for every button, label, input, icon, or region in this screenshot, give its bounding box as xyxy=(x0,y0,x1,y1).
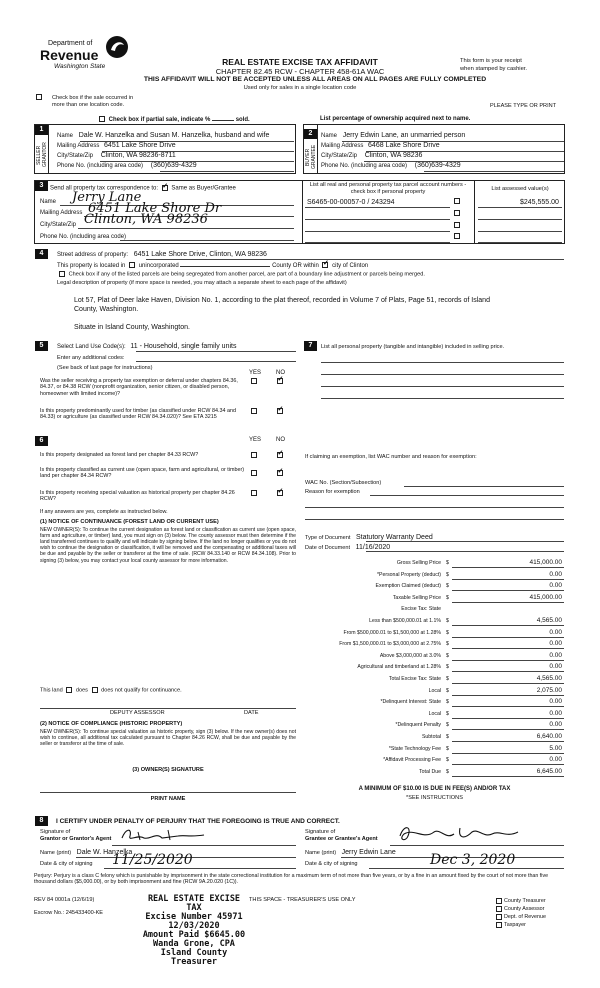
calc-row-currency: $ xyxy=(446,653,449,659)
calc-row-label: From $1,500,000.01 to $3,000,000 at 2.75% xyxy=(339,641,441,647)
personal-property-label: List all personal property (tangible and intangible) included in selling price. xyxy=(321,344,505,350)
calc-row-currency: $ xyxy=(446,676,449,682)
continuance-title: (1) NOTICE OF CONTINUANCE (FOREST LAND OR CURRENT USE) xyxy=(40,519,219,525)
calc-row-label: Excise Tax: State xyxy=(401,606,441,612)
calc-row-label: Local xyxy=(428,688,441,694)
buyer-phone-value[interactable]: (360)639-4329 xyxy=(414,162,461,169)
section-6-number: 6 xyxy=(35,436,48,446)
buyer-name-row xyxy=(321,132,465,140)
sec6-q2-no-checkbox[interactable] xyxy=(277,470,283,476)
calc-row-amount[interactable]: 415,000.00 xyxy=(529,559,562,566)
sec5-no-header: NO xyxy=(276,370,285,376)
receipt-note-2: when stamped by cashier. xyxy=(460,66,528,72)
segregated-checkbox[interactable] xyxy=(59,271,65,277)
sec6-question-1: Is this property designated as forest land per chapter 84.33 RCW? xyxy=(40,452,199,458)
see-instructions-note: *SEE INSTRUCTIONS xyxy=(406,795,463,801)
seller-city-row xyxy=(57,152,176,160)
copy-treasurer-label: County Treasurer xyxy=(504,898,546,904)
seller-name-row xyxy=(57,132,295,140)
calc-row-amount[interactable]: 415,000.00 xyxy=(529,594,562,601)
calc-row-label: *State Technology Fee xyxy=(388,746,441,752)
stamp-line-1: REAL ESTATE EXCISE TAX xyxy=(147,894,241,913)
single-location-note: Used only for sales in a single location code xyxy=(243,85,357,91)
calc-row-underline xyxy=(452,660,564,661)
does-not-qualify-checkbox[interactable] xyxy=(92,687,98,693)
wac-label: WAC No. (Section/Subsection) xyxy=(305,480,382,486)
copy-assessor-label: County Assessor xyxy=(504,906,545,912)
sec5-q1-yes-checkbox[interactable] xyxy=(251,378,257,384)
seller-name-value[interactable]: Dale W. Hanzelka and Susan M. Hanzelka, husband and wife xyxy=(78,132,270,139)
land-use-value[interactable]: 11 - Household, single family units xyxy=(130,343,237,350)
calc-row-amount[interactable]: 0.00 xyxy=(549,571,562,578)
same-as-buyer-checkbox[interactable] xyxy=(162,185,168,191)
multi-location-label-2: more than one location code. xyxy=(52,102,125,108)
sec3-phone-label: Phone No. (including area code) xyxy=(40,234,127,240)
buyer-name-label: Name xyxy=(321,133,338,139)
sec3-city-label: City/State/Zip xyxy=(40,222,77,228)
section-1-number: 1 xyxy=(35,125,48,135)
sec5-q1-no-checkbox[interactable] xyxy=(277,378,283,384)
unincorporated-checkbox[interactable] xyxy=(129,262,135,268)
street-address-value[interactable]: 6451 Lake Shore Drive, Clinton, WA 98236 xyxy=(133,251,267,258)
calc-row-amount[interactable]: 0.00 xyxy=(549,710,562,717)
calc-row-label: Agricultural and timberland at 1.28% xyxy=(357,664,441,670)
certify-statement: I CERTIFY UNDER PENALTY OF PERJURY THAT THE FOREGOING IS TRUE AND CORRECT. xyxy=(56,818,340,825)
section-3-number: 3 xyxy=(35,181,48,191)
calc-row-currency: $ xyxy=(446,734,449,740)
calc-row-currency: $ xyxy=(446,583,449,589)
segregated-row xyxy=(57,271,425,278)
ownership-note: List percentage of ownership acquired next to name. xyxy=(320,116,471,122)
stamp-line-2: Excise Number 45971 xyxy=(145,912,243,922)
calc-row-underline xyxy=(452,637,564,638)
compliance-title: (2) NOTICE OF COMPLIANCE (HISTORIC PROPERTY) xyxy=(40,721,183,727)
additional-codes-label: Enter any additional codes: xyxy=(57,355,125,361)
doc-type-label: Type of Document xyxy=(305,535,351,541)
legal-description-line-1[interactable]: Lot 57, Plat of Deer lake Haven, Division No. 1, according to the plat thereof, recorded in Volume 7 of Plats, Page 51, records of Island xyxy=(74,297,490,304)
multi-location-label-1: Check box if the sale occurred in xyxy=(52,95,134,101)
calc-row-underline xyxy=(452,567,564,568)
form-revision: REV 84 0001a (12/6/19) xyxy=(34,897,95,903)
buyer-address-label: Mailing Address xyxy=(321,143,364,149)
parcel-number-1[interactable]: S6465-00-00057-0 / 243294 xyxy=(307,199,395,206)
calc-row-currency: $ xyxy=(446,711,449,717)
calc-row-amount[interactable]: 4,565.00 xyxy=(536,617,562,624)
treasurer-use-only: THIS SPACE - TREASURER'S USE ONLY xyxy=(249,897,356,903)
section-8-number: 8 xyxy=(35,816,48,826)
calc-row-currency: $ xyxy=(446,688,449,694)
sec5-q2-yes-checkbox[interactable] xyxy=(251,408,257,414)
parcel-2-personal-checkbox[interactable] xyxy=(454,210,460,216)
does-label: does xyxy=(75,687,88,694)
copy-distribution xyxy=(494,897,546,929)
buyer-address-value[interactable]: 6468 Lake Shore Drive xyxy=(368,142,440,149)
buyer-city-label: City/State/Zip xyxy=(321,153,358,159)
calc-row-label: Subtotal xyxy=(421,734,441,740)
calc-row-currency: $ xyxy=(446,641,449,647)
copy-dor-label: Dept. of Revenue xyxy=(504,914,546,920)
sec3-name-label: Name xyxy=(40,199,57,205)
copy-treasurer-checkbox[interactable] xyxy=(496,898,502,904)
calc-row-amount[interactable]: 4,565.00 xyxy=(536,675,562,682)
section-5-number: 5 xyxy=(35,341,48,351)
calc-row-currency: $ xyxy=(446,746,449,752)
grantor-sig-label-1: Signature of xyxy=(40,829,71,835)
partial-sale-row xyxy=(97,115,250,124)
calc-row-underline xyxy=(452,625,564,626)
form-title: REAL ESTATE EXCISE TAX AFFIDAVIT xyxy=(222,57,378,67)
land-use-label: Select Land Use Code(s): xyxy=(57,344,126,350)
grantee-name-value[interactable]: Jerry Edwin Lane xyxy=(341,849,396,856)
sec3-name-handwritten[interactable]: Jerry Lane xyxy=(72,190,142,205)
dept-line3: Washington State xyxy=(54,63,106,70)
calc-row-currency: $ xyxy=(446,560,449,566)
buyer-city-row xyxy=(321,152,422,160)
calc-row-currency: $ xyxy=(446,699,449,705)
deputy-assessor-label: DEPUTY ASSESSOR xyxy=(110,710,165,716)
legal-description-line-3[interactable]: Situate in Island County, Washington. xyxy=(74,324,190,331)
dept-line1: Department of xyxy=(48,40,93,47)
receipt-note-1: This form is your receipt xyxy=(460,58,522,64)
calc-row-label: *Personal Property (deduct) xyxy=(376,572,441,578)
form-warning: THIS AFFIDAVIT WILL NOT BE ACCEPTED UNLESS ALL AREAS ON ALL PAGES ARE FULLY COMPLETED xyxy=(143,76,487,83)
grantee-signature[interactable] xyxy=(394,822,524,846)
seller-phone-row xyxy=(57,162,197,170)
calc-row-label: Taxable Selling Price xyxy=(392,595,441,601)
grantor-name-value[interactable]: Dale W. Hanzelka xyxy=(76,849,133,856)
buyer-city-value[interactable]: Clinton, WA 98236 xyxy=(364,152,423,159)
dor-logo xyxy=(40,36,140,76)
calc-row-currency: $ xyxy=(446,769,449,775)
parcel-4-personal-checkbox[interactable] xyxy=(454,233,460,239)
buyer-name-value[interactable]: Jerry Edwin Lane, an unmarried person xyxy=(342,132,466,139)
copy-assessor-checkbox[interactable] xyxy=(496,906,502,912)
legal-description-label: Legal description of property (if more space is needed, you may attach a separate sheet to each page of the affidavit) xyxy=(57,280,347,286)
sec6-if-yes: If any answers are yes, complete as instructed below. xyxy=(40,509,168,515)
calc-row-label: *Affidavit Processing Fee xyxy=(383,757,441,763)
grantor-date-handwritten[interactable]: 11/25/2020 xyxy=(112,852,193,868)
treasurer-stamp xyxy=(138,895,250,967)
sec3-address-handwritten[interactable]: 6451 Lake Shore Dr xyxy=(88,201,222,216)
buyer-address-row xyxy=(321,142,440,150)
sec6-no-header: NO xyxy=(276,437,285,443)
sec3-address-label: Mailing Address xyxy=(40,210,83,216)
parcel-3-personal-checkbox[interactable] xyxy=(454,222,460,228)
assessed-header: List assessed value(s) xyxy=(491,186,549,192)
calc-row-currency: $ xyxy=(446,757,449,763)
calc-row-amount[interactable]: 0.00 xyxy=(549,663,562,670)
calc-row-amount[interactable]: 6,640.00 xyxy=(536,733,562,740)
see-back-label: (See back of last page for instructions) xyxy=(57,365,153,371)
county-or-label: County OR within xyxy=(272,263,319,269)
buyer-phone-row xyxy=(321,162,461,170)
reason-label: Reason for exemption xyxy=(305,489,360,495)
calc-row-amount[interactable]: 0.00 xyxy=(549,640,562,647)
calc-row-amount[interactable]: 2,075.00 xyxy=(536,687,562,694)
seller-city-label: City/State/Zip xyxy=(57,153,94,159)
calc-row-currency: $ xyxy=(446,630,449,636)
buyer-side-label: BUYER GRANTEE xyxy=(305,144,317,170)
grantor-sig-label-2: Grantor or Grantor's Agent xyxy=(40,836,112,842)
grantee-sig-label-1: Signature of xyxy=(305,829,336,835)
owner-signature-label: (3) OWNER(S) SIGNATURE xyxy=(132,767,204,773)
grantor-date-label: Date & city of signing xyxy=(40,861,93,867)
section-2-number: 2 xyxy=(304,129,317,139)
calc-row-underline xyxy=(452,741,564,742)
street-address-label: Street address of property: xyxy=(57,252,129,258)
calc-row-label: Exemption Claimed (deduct) xyxy=(375,583,441,589)
calc-row-amount[interactable]: 0.00 xyxy=(549,582,562,589)
print-name-label: PRINT NAME xyxy=(150,796,186,802)
sec6-q2-yes-checkbox[interactable] xyxy=(251,470,257,476)
dor-swirl-icon xyxy=(104,34,130,60)
seller-city-value[interactable]: Clinton, WA 98236-8711 xyxy=(100,152,176,159)
calc-row-underline xyxy=(452,718,564,719)
stamp-line-4: Amount Paid $6645.00 xyxy=(142,930,246,940)
legal-description-line-2[interactable]: County, Washington. xyxy=(74,306,139,313)
calc-row-label: Local xyxy=(428,711,441,717)
partial-sale-checkbox[interactable] xyxy=(99,116,105,122)
assessed-value-1[interactable]: $245,555.00 xyxy=(520,199,559,206)
stamp-line-6: Island County Treasurer xyxy=(160,948,228,967)
sec5-yes-header: YES xyxy=(249,370,262,376)
escrow-number: Escrow No.: 245433400-KE xyxy=(34,910,104,916)
send-to-label: Send all property tax correspondence to: xyxy=(50,185,159,192)
calc-row-underline xyxy=(452,764,564,765)
calc-row-currency: $ xyxy=(446,595,449,601)
sec6-q3-yes-checkbox[interactable] xyxy=(251,490,257,496)
calc-row-underline xyxy=(452,671,564,672)
sec6-q1-no-checkbox[interactable] xyxy=(277,452,283,458)
sec5-question-2: Is this property predominantly used for timber (as classified under RCW 84.34 and 84.33) or agriculture (as classified under RCW 84.34.020)? See ETA 3215 xyxy=(40,408,236,421)
sec6-yes-header: YES xyxy=(249,437,262,443)
parcel-1-personal-checkbox[interactable] xyxy=(454,198,460,204)
calc-row-underline xyxy=(452,683,564,684)
grantor-signature[interactable] xyxy=(118,826,208,844)
seller-address-row xyxy=(57,142,176,150)
calc-row-amount[interactable]: 0.00 xyxy=(549,756,562,763)
continuance-text: NEW OWNER(S): To continue the current designation as forest land or classification as current use (open space, farm and agriculture, or timber) land, you must sign on (3) below. The county assessor must then determine if the land transferred continues to qualify and will indicate by signing below. If the land no longer qualifies or you do not wish to continue the designation or classification, it will be removed and the compensating or additional taxes will be due and payable by the seller or transferor at the time of sale. (RCW 84.33.140 or RCW 84.34.108). Prior to signing (3) below, you may contact your local county assessor for more information. xyxy=(40,527,296,564)
property-location-row xyxy=(57,261,368,270)
sec6-q3-no-checkbox[interactable] xyxy=(277,490,283,496)
sec3-city-handwritten[interactable]: Clinton, WA 98236 xyxy=(84,212,208,227)
copy-taxpayer-checkbox[interactable] xyxy=(496,922,502,928)
unincorporated-label: unincorporated xyxy=(138,263,179,269)
grantee-date-label: Date & city of signing xyxy=(305,861,358,867)
seller-address-value[interactable]: 6451 Lake Shore Drive xyxy=(104,142,176,149)
seller-address-label: Mailing Address xyxy=(57,143,100,149)
calc-row-amount[interactable]: 6,645.00 xyxy=(536,768,562,775)
please-type-note: PLEASE TYPE OR PRINT xyxy=(490,103,557,109)
does-not-label: does not qualify for continuance. xyxy=(101,687,182,694)
calc-row-underline xyxy=(452,776,564,777)
doc-date-value[interactable]: 11/16/2020 xyxy=(355,544,391,551)
minimum-due-note: A MINIMUM OF $10.00 IS DUE IN FEE(S) AND/OR TAX xyxy=(358,786,511,792)
section-7-number: 7 xyxy=(304,341,317,351)
calc-row-amount[interactable]: 5.00 xyxy=(549,745,562,752)
sec6-q1-yes-checkbox[interactable] xyxy=(251,452,257,458)
calc-row-label: *Delinquent Penalty xyxy=(395,722,441,728)
compliance-text: NEW OWNER(S): To continue special valuation as historic property, sign (3) below. If the new owner(s) does not wish to continue, all additional tax calculated pursuant to Chapter 84.26 RCW, shall be due and payable by the seller or transferor at the time of sale. xyxy=(40,729,296,748)
segregated-label: Check box if any of the listed parcels are being segregated from another parcel, are part of a boundary line adjustment or parcels being merged. xyxy=(68,271,425,278)
calc-row-currency: $ xyxy=(446,572,449,578)
seller-phone-value[interactable]: (360)639-4329 xyxy=(150,162,197,169)
grantee-sig-label-2: Grantee or Grantee's Agent xyxy=(305,836,378,842)
sec5-question-1: Was the seller receiving a property tax exemption or deferral under chapters 84.36, 84.37, or 84.38 RCW (nonprofit organization, senior citizen, or disabled person, homeowner with limited income)? xyxy=(40,378,238,397)
grantee-date-handwritten[interactable]: Dec 3, 2020 xyxy=(430,852,516,868)
sec6-question-3: Is this property receiving special valuation as historical property per chapter 84.26 RCW? xyxy=(40,490,235,503)
grantor-name-label: Name (print) xyxy=(40,850,72,856)
located-label: This property is located in xyxy=(57,263,126,269)
calc-row-underline xyxy=(452,706,564,707)
form-chapter: CHAPTER 82.45 RCW - CHAPTER 458-61A WAC xyxy=(215,67,385,76)
seller-name-label: Name xyxy=(57,133,74,139)
parcels-header: List all real and personal property tax parcel account numbers - check box if personal property xyxy=(309,182,467,195)
calc-row-label: Above $3,000,000 at 3.0% xyxy=(379,653,441,659)
doc-type-value[interactable]: Statutory Warranty Deed xyxy=(355,534,433,541)
sec5-q2-no-checkbox[interactable] xyxy=(277,408,283,414)
calc-row-amount[interactable]: 0.00 xyxy=(549,629,562,636)
calc-row-label: Less than $500,000.01 at 1.1% xyxy=(369,618,441,624)
calc-row-label: Total Due xyxy=(419,769,441,775)
seller-phone-label: Phone No. (including area code) xyxy=(57,163,144,169)
partial-sale-label: Check box if partial sale, indicate % xyxy=(108,117,211,123)
calc-row-underline xyxy=(452,695,564,696)
calc-row-label: From $500,000.01 to $1,500,000 at 1.28% xyxy=(343,630,441,636)
qualify-label: This land xyxy=(40,687,63,694)
calc-row-amount[interactable]: 0.00 xyxy=(549,698,562,705)
calc-row-underline xyxy=(452,590,564,591)
calc-row-label: Total Excise Tax: State xyxy=(388,676,441,682)
partial-sale-sold: sold. xyxy=(235,117,250,123)
calc-row-label: *Delinquent Interest: State xyxy=(380,699,441,705)
calc-row-currency: $ xyxy=(446,618,449,624)
calc-row-currency: $ xyxy=(446,722,449,728)
multi-location-checkbox[interactable] xyxy=(34,94,44,102)
calc-row-amount[interactable]: 0.00 xyxy=(549,721,562,728)
dept-line2: Revenue xyxy=(40,47,99,63)
calc-row-underline xyxy=(452,729,564,730)
calc-row-underline xyxy=(452,648,564,649)
city-of-label: city of Clinton xyxy=(332,263,369,269)
grantee-name-label: Name (print) xyxy=(305,850,337,856)
copy-dor-checkbox[interactable] xyxy=(496,914,502,920)
calc-row-underline xyxy=(452,602,564,603)
qualify-row xyxy=(40,687,182,694)
city-of-checkbox[interactable] xyxy=(322,262,328,268)
doc-date-label: Date of Document xyxy=(305,545,351,551)
buyer-phone-label: Phone No. (including area code) xyxy=(321,163,408,169)
stamp-line-3: 12/03/2020 xyxy=(168,921,220,931)
same-as-buyer-label: Same as Buyer/Grantee xyxy=(171,185,236,192)
calc-row-currency: $ xyxy=(446,664,449,670)
seller-side-label: SELLER GRANTOR xyxy=(36,142,48,168)
does-qualify-checkbox[interactable] xyxy=(66,687,72,693)
exemption-label: If claiming an exemption, list WAC number and reason for exemption: xyxy=(305,454,477,460)
perjury-statement: Perjury: Perjury is a class C felony which is punishable by imprisonment in the state correctional institution for a maximum term of not more than five years, or by a fine in an amount fixed by the court of not more than five thousand dollars ($5,000.00), or by both imprisonment and fine (RCW 9A.20.020 (1C)). xyxy=(34,873,549,886)
calc-row-label: Gross Selling Price xyxy=(396,560,441,566)
deputy-date-label: DATE xyxy=(244,710,259,716)
copy-taxpayer-label: Taxpayer xyxy=(504,922,526,928)
calc-row-underline xyxy=(452,579,564,580)
stamp-line-5: Wanda Grone, CPA xyxy=(153,939,235,949)
calc-row-amount[interactable]: 0.00 xyxy=(549,652,562,659)
calc-row-underline xyxy=(452,753,564,754)
section-4-number: 4 xyxy=(35,249,48,259)
sec6-question-2: Is this property classified as current use (open space, farm and agricultural, or timber) land per chapter 84.34 RCW? xyxy=(40,467,245,480)
